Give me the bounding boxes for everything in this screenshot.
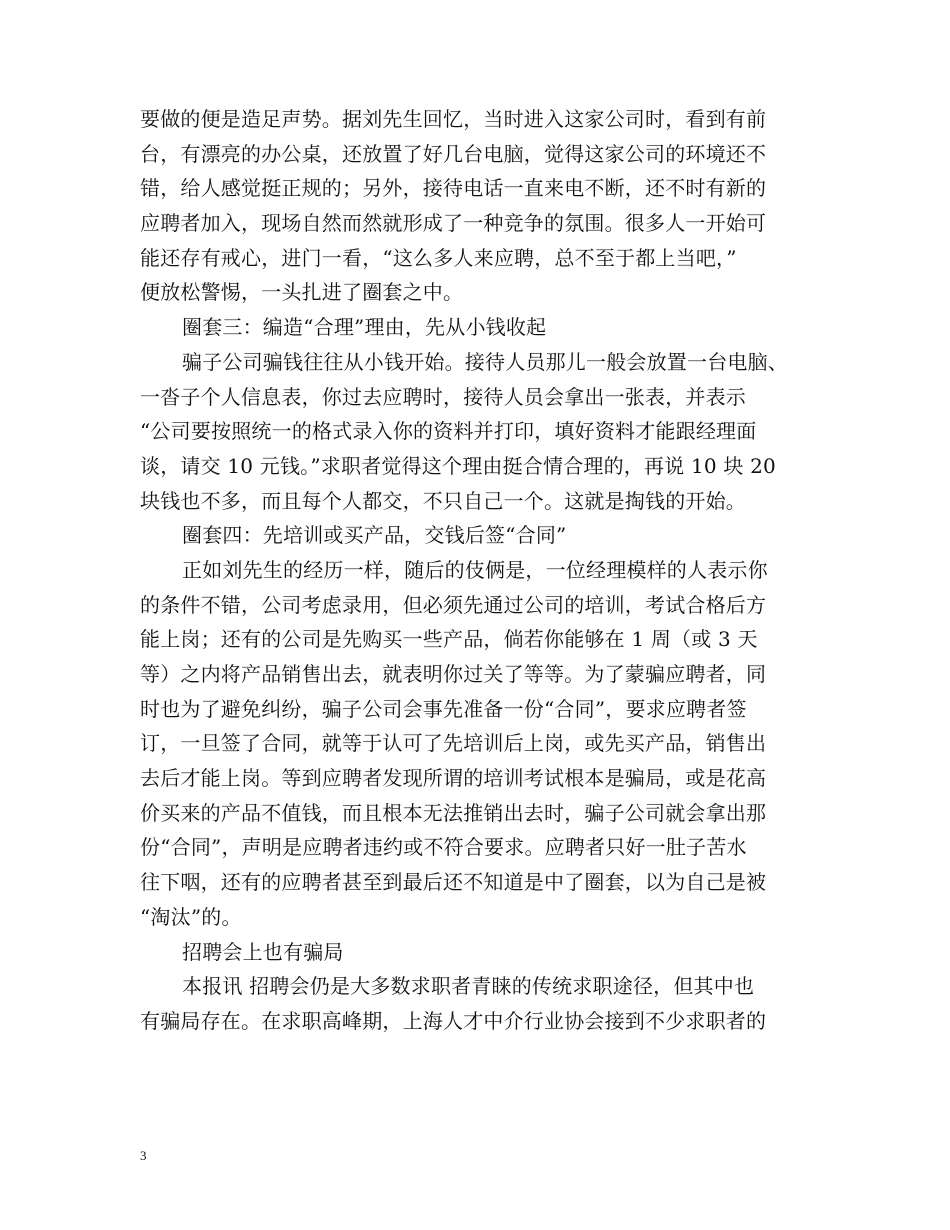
text-line: 便放松警惕，一头扎进了圈套之中。 (140, 280, 464, 305)
text-line: “公司要按照统一的格式录入你的资料并打印，填好资料才能跟经理面 (140, 419, 757, 444)
text-line: 能上岗；还有的公司是先购买一些产品，倘若你能够在 1 周（或 3 天 (140, 627, 758, 652)
text-line: 骗子公司骗钱往往从小钱开始。接待人员那儿一般会放置一台电脑、 (182, 349, 788, 374)
text-line: 本报讯 招聘会仍是大多数求职者青睐的传统求职途径，但其中也 (182, 974, 755, 999)
text-line: 去后才能上岗。等到应聘者发现所谓的培训考试根本是骗局，或是花高 (140, 766, 767, 791)
section-heading: 招聘会上也有骗局 (182, 939, 344, 964)
text-line: 的条件不错，公司考虑录用，但必须先通过公司的培训，考试合格后方 (140, 592, 767, 617)
text-line: 份“合同”，声明是应聘者违约或不符合要求。应聘者只好一肚子苦水 (140, 835, 747, 860)
text-line: 订，一旦签了合同，就等于认可了先培训后上岗，或先买产品，销售出 (140, 731, 767, 756)
text-line: 正如刘先生的经历一样，随后的伎俩是，一位经理模样的人表示你 (182, 557, 768, 582)
page-number: 3 (140, 1148, 147, 1163)
text-line: 错，给人感觉挺正规的；另外，接待电话一直来电不断，还不时有新的 (140, 176, 767, 201)
text-line: 谈，请交 10 元钱。”求职者觉得这个理由挺合情合理的，再说 10 块 20 (140, 453, 776, 478)
text-line: 要做的便是造足声势。据刘先生回忆，当时进入这家公司时，看到有前 (140, 107, 767, 131)
section-heading: 圈套三：编造“合理”理由，先从小钱收起 (182, 315, 547, 340)
text-line: 台，有漂亮的办公桌，还放置了好几台电脑，觉得这家公司的环境还不 (140, 141, 767, 166)
text-line: 能还存有戒心，进门一看，“这么多人来应聘，总不至于都上当吧，” (140, 245, 737, 270)
text-line: 价买来的产品不值钱，而且根本无法推销出去时，骗子公司就会拿出那 (140, 800, 767, 825)
text-line: 块钱也不多，而且每个人都交，不只自己一个。这就是掏钱的开始。 (140, 488, 746, 513)
text-line: 时也为了避免纠纷，骗子公司会事先准备一份“合同”，要求应聘者签 (140, 696, 747, 721)
text-line: 一沓子个人信息表，你过去应聘时，接待人员会拿出一张表，并表示 (140, 384, 746, 409)
text-line: 有骗局存在。在求职高峰期，上海人才中介行业协会接到不少求职者的 (140, 1008, 767, 1033)
text-line: 应聘者加入，现场自然而然就形成了一种竞争的氛围。很多人一开始可 (140, 211, 767, 236)
document-body (140, 102, 820, 1039)
section-heading: 圈套四：先培训或买产品，交钱后签“合同” (182, 523, 567, 548)
text-line: 往下咽，还有的应聘者甚至到最后还不知道是中了圈套，以为自己是被 (140, 870, 767, 895)
text-line: “淘汰”的。 (140, 904, 242, 929)
text-line: 等）之内将产品销售出去，就表明你过关了等等。为了蒙骗应聘者，同 (140, 662, 767, 686)
